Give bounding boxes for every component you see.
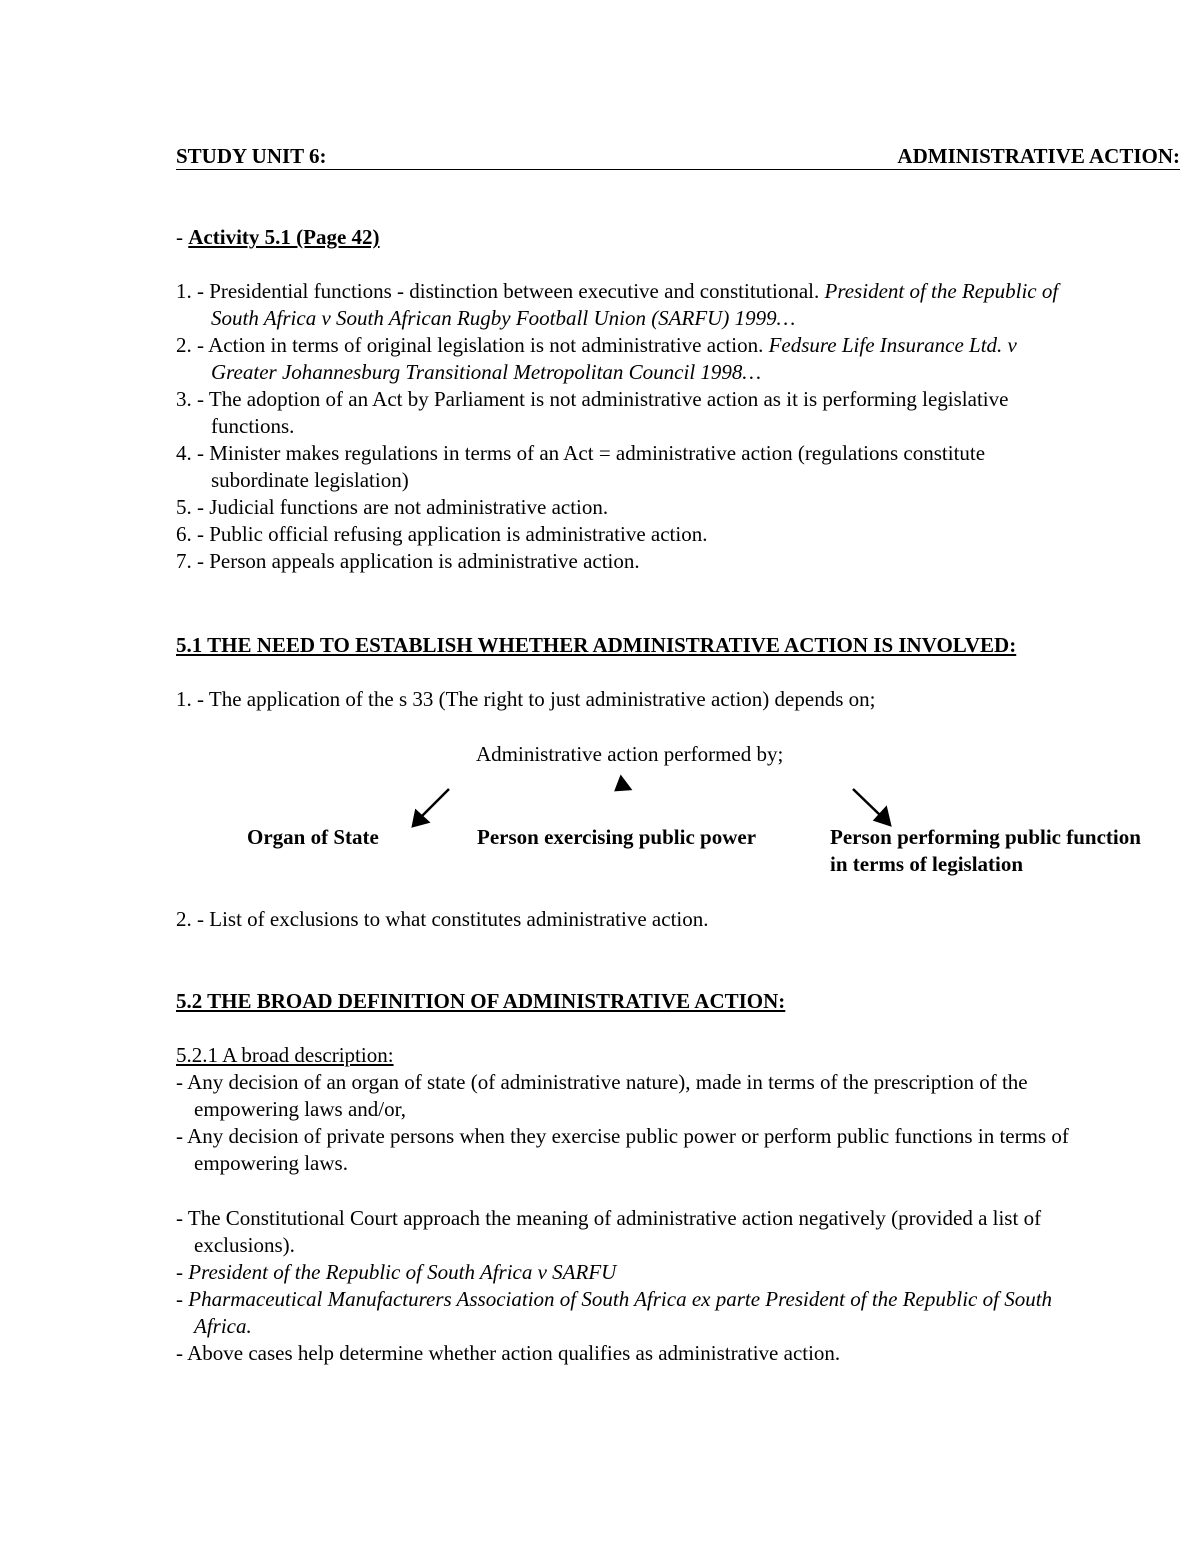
header-study-unit: STUDY UNIT 6: bbox=[176, 144, 327, 168]
bullet-item: - Any decision of an organ of state (of administrative nature), made in terms of the prescription of the bbox=[176, 1070, 1028, 1094]
list-item-continuation: subordinate legislation) bbox=[211, 468, 409, 492]
case-citation: President of the Republic of South Africa v SARFU bbox=[188, 1260, 617, 1284]
item-number: 4. bbox=[176, 441, 192, 465]
diagram-public-power: Person exercising public power bbox=[477, 825, 757, 849]
bullet-continuation: exclusions). bbox=[194, 1233, 295, 1257]
item-text: - Judicial functions are not administrative action. bbox=[197, 495, 609, 519]
bullet-continuation bbox=[194, 1313, 252, 1340]
list-item bbox=[176, 906, 709, 933]
bullet-case bbox=[176, 1259, 616, 1286]
section-521-subheading: 5.2.1 A broad description: bbox=[176, 1043, 394, 1067]
item-number: 5. bbox=[176, 495, 192, 519]
section-52-heading: 5.2 THE BROAD DEFINITION OF ADMINISTRATIVE ACTION: bbox=[176, 989, 786, 1013]
item-number: 1. bbox=[176, 687, 192, 711]
item-number: 2. bbox=[176, 907, 192, 931]
item-number: 7. bbox=[176, 549, 192, 573]
bullet-case bbox=[176, 1286, 1052, 1313]
item-text: - Public official refusing application is administrative action. bbox=[197, 522, 708, 546]
list-item-continuation: functions. bbox=[211, 414, 295, 438]
case-citation: Africa. bbox=[194, 1314, 252, 1338]
arrow-up-icon bbox=[616, 777, 630, 790]
item-text: - Minister makes regulations in terms of an Act = administrative action (regulations constitute bbox=[197, 441, 986, 465]
item-text: - Presidential functions - distinction between executive and constitutional. bbox=[197, 279, 825, 303]
diagram-public-function-cont: in terms of legislation bbox=[830, 852, 1024, 876]
item-number: 1. bbox=[176, 279, 192, 303]
item-number: 6. bbox=[176, 522, 192, 546]
bullet-item: - Any decision of private persons when they exercise public power or perform public functions in terms of bbox=[176, 1124, 1069, 1148]
item-text: - Person appeals application is administrative action. bbox=[197, 549, 640, 573]
activity-dash: - bbox=[176, 225, 189, 249]
bullet-dash: - bbox=[176, 1260, 189, 1284]
bullet-item: - Above cases help determine whether action qualifies as administrative action. bbox=[176, 1341, 841, 1365]
case-citation: President of the Republic of bbox=[824, 279, 1059, 303]
item-text: - Action in terms of original legislation is not administrative action. bbox=[197, 333, 769, 357]
activity-title: Activity 5.1 (Page 42) bbox=[188, 225, 380, 249]
bullet-continuation: empowering laws. bbox=[194, 1151, 348, 1175]
item-number: 3. bbox=[176, 387, 192, 411]
arrow-right-icon bbox=[853, 789, 890, 825]
bullet-continuation: empowering laws and/or, bbox=[194, 1097, 407, 1121]
bullet-dash: - bbox=[176, 1287, 189, 1311]
section-51-heading: 5.1 THE NEED TO ESTABLISH WHETHER ADMINISTRATIVE ACTION IS INVOLVED: bbox=[176, 633, 1017, 657]
bullet-item: - The Constitutional Court approach the meaning of administrative action negatively (provided a list of bbox=[176, 1206, 1042, 1230]
diagram-top-label: Administrative action performed by; bbox=[476, 742, 784, 766]
item-text: - The adoption of an Act by Parliament is not administrative action as it is performing legislative bbox=[197, 387, 1009, 411]
arrow-left-icon bbox=[413, 789, 449, 826]
case-citation: Greater Johannesburg Transitional Metropolitan Council 1998… bbox=[211, 360, 762, 384]
item-text: - The application of the s 33 (The right to just administrative action) depends on; bbox=[197, 687, 876, 711]
header-topic: ADMINISTRATIVE ACTION: bbox=[897, 144, 1180, 168]
item-number: 2. bbox=[176, 333, 192, 357]
diagram-public-function: Person performing public function bbox=[830, 825, 1141, 849]
diagram-organ-of-state: Organ of State bbox=[247, 825, 379, 849]
item-text: - List of exclusions to what constitutes administrative action. bbox=[197, 907, 709, 931]
case-citation: South Africa v South African Rugby Football Union (SARFU) 1999… bbox=[211, 306, 796, 330]
case-citation: Pharmaceutical Manufacturers Association of South Africa ex parte President of the Republic of South bbox=[188, 1287, 1053, 1311]
case-citation: Fedsure Life Insurance Ltd. v bbox=[768, 333, 1017, 357]
